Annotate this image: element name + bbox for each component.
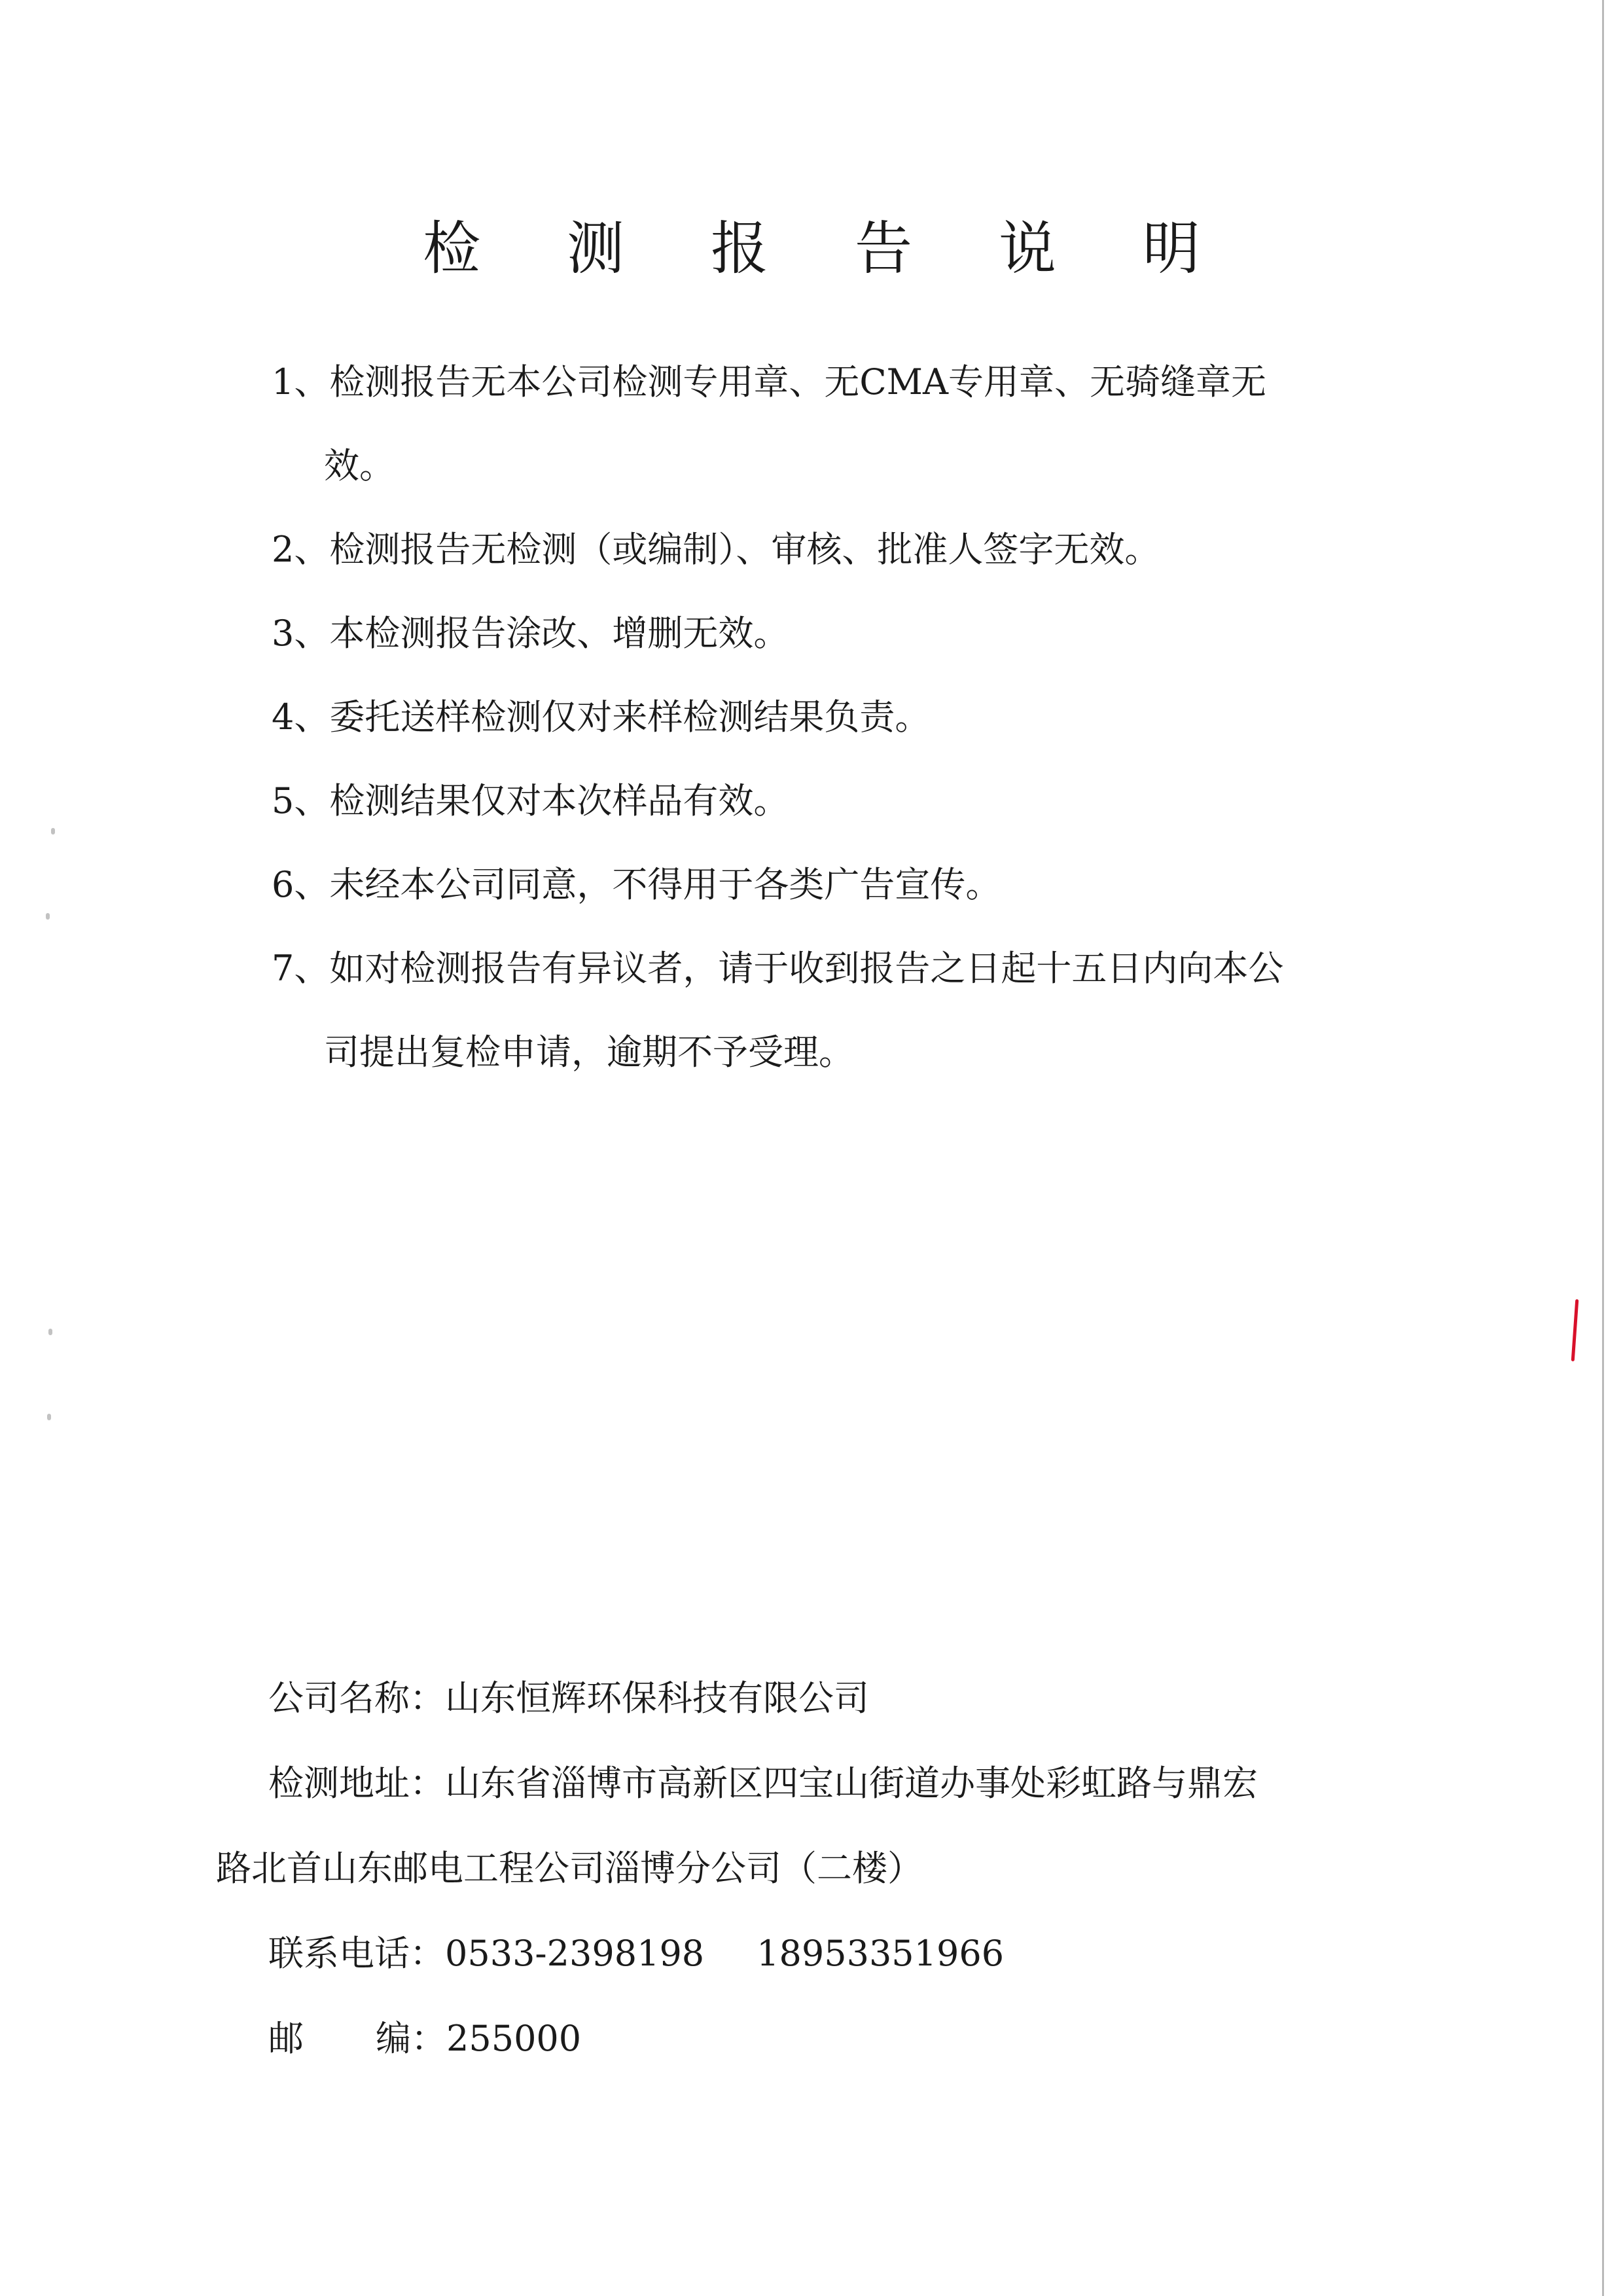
scan-speck <box>48 1329 52 1335</box>
phone-number-2: 18953351966 <box>757 1933 1005 1974</box>
address-row-continued <box>216 1826 1394 1911</box>
company-name-row <box>216 1656 1394 1741</box>
scan-speck <box>51 828 55 834</box>
phone-number-1: 0533-2398198 <box>445 1933 705 1974</box>
note-item-4 <box>272 675 1384 759</box>
note-item-5 <box>272 759 1384 843</box>
postal-code: 255000 <box>446 2018 582 2059</box>
phone-row <box>216 1911 1394 1996</box>
note-text: 4、委托送样检测仅对来样检测结果负责。 <box>272 696 931 738</box>
note-text: 2、检测报告无检测（或编制）、审核、批准人签字无效。 <box>272 529 1160 570</box>
phone-label: 联系电话： <box>268 1933 445 1974</box>
note-item-7 <box>272 927 1384 1094</box>
note-item-3 <box>272 592 1384 675</box>
address-row <box>216 1741 1394 1826</box>
note-text: 6、未经本公司同意，不得用于各类广告宣传。 <box>272 864 1001 905</box>
note-item-6 <box>272 843 1384 927</box>
note-text: 3、本检测报告涂改、增删无效。 <box>272 613 789 654</box>
note-text-continued: 效。 <box>324 445 395 486</box>
note-item-1 <box>272 340 1384 508</box>
postal-label-part-1: 邮 <box>268 2018 304 2059</box>
postal-row <box>216 1996 1394 2081</box>
scan-page-edge <box>1602 0 1604 2296</box>
note-text: 7、如对检测报告有异议者，请于收到报告之日起十五日内向本公 <box>272 948 1284 989</box>
note-item-2 <box>272 508 1384 592</box>
address-line-2: 路北首山东邮电工程公司淄博分公司（二楼） <box>216 1848 923 1889</box>
company-name-label: 公司名称： <box>268 1677 445 1719</box>
scan-speck <box>47 1414 51 1420</box>
note-text: 5、检测结果仅对本次样品有效。 <box>272 780 789 821</box>
page-title: 检 测 报 告 说 明 <box>423 215 1234 282</box>
address-label: 检测地址： <box>268 1763 445 1804</box>
note-text-continued: 司提出复检申请，逾期不予受理。 <box>324 1031 854 1073</box>
notes-list <box>272 340 1384 1094</box>
address-line-1: 山东省淄博市高新区四宝山街道办事处彩虹路与鼎宏 <box>445 1763 1258 1804</box>
postal-label-part-2: 编： <box>376 2018 446 2059</box>
company-info <box>216 1656 1394 2081</box>
company-name: 山东恒辉环保科技有限公司 <box>445 1677 869 1719</box>
seal-edge-mark <box>1571 1299 1579 1361</box>
scan-speck <box>46 913 50 920</box>
note-text: 1、检测报告无本公司检测专用章、无CMA专用章、无骑缝章无 <box>272 361 1266 403</box>
